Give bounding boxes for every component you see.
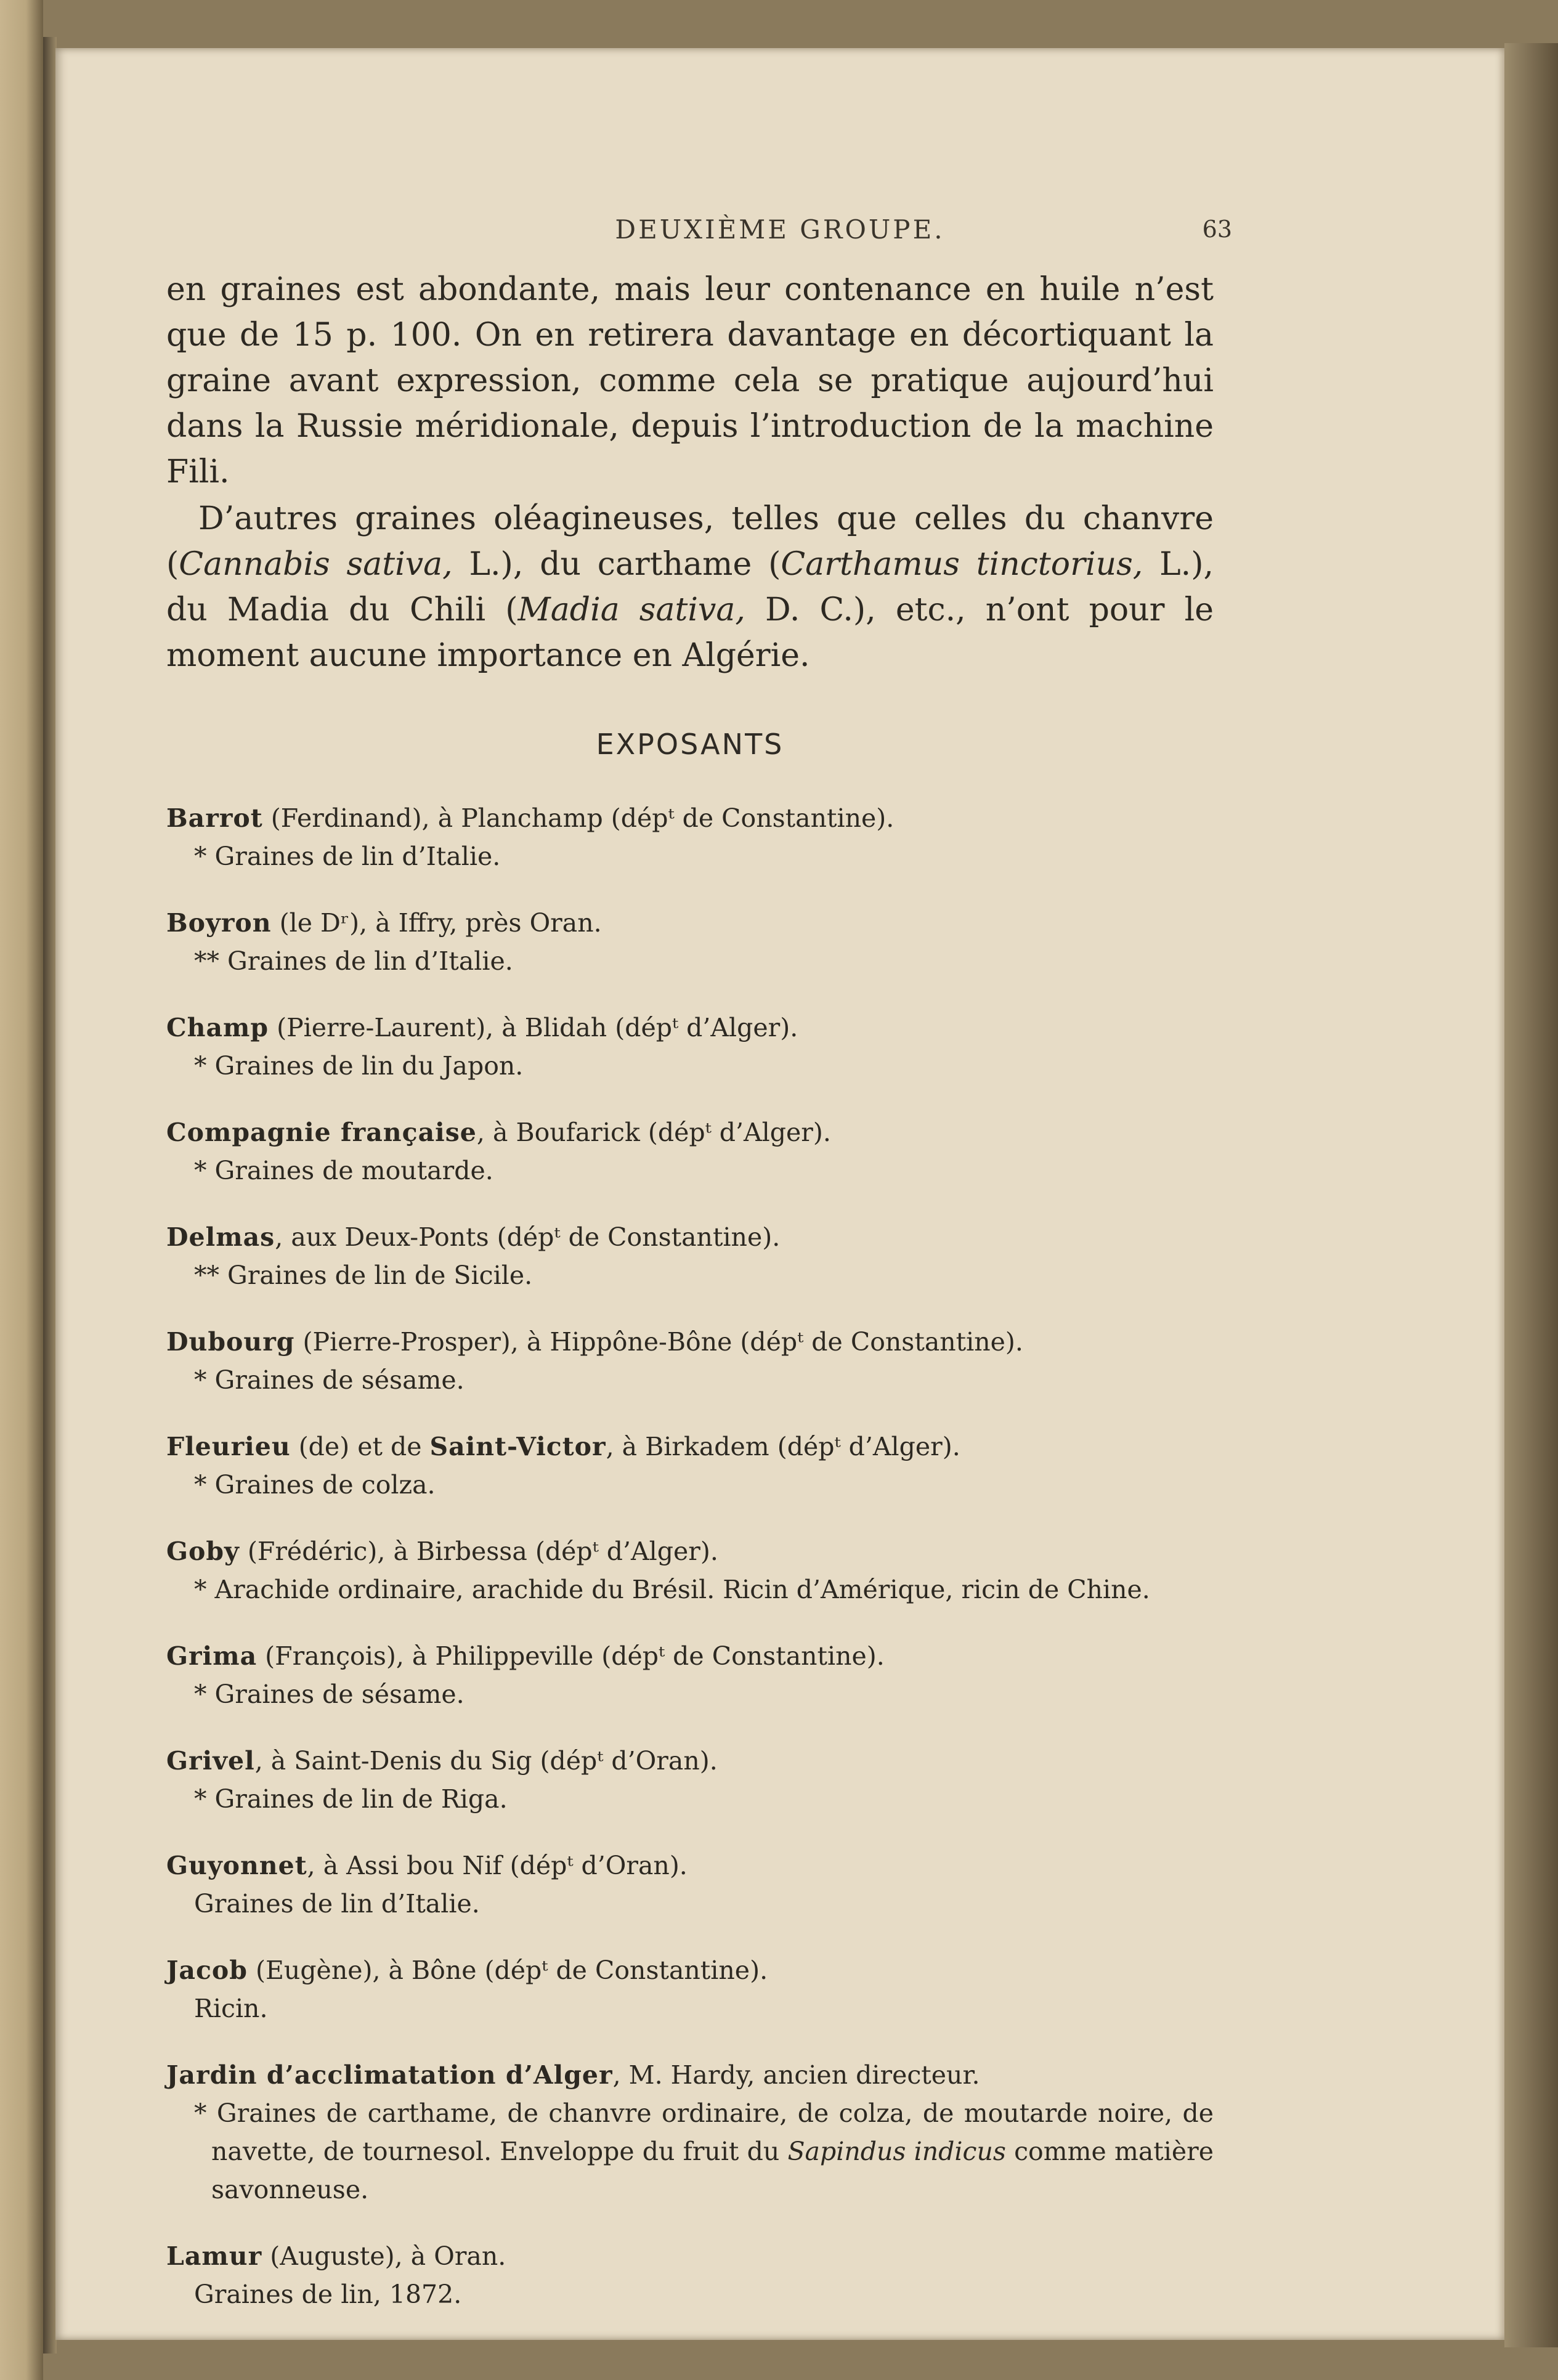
exhibitor-name: Jardin d’acclimatation d’Alger xyxy=(166,2060,613,2090)
exhibit-item: * Graines de lin de Riga. xyxy=(194,1784,508,1814)
exhibit-item: Ricin. xyxy=(194,1994,268,2023)
exhibit-item: ** Graines de lin de Sicile. xyxy=(194,1261,533,1290)
exhibitor-details: , aux Deux-Ponts (dépᵗ de Constantine). xyxy=(275,1222,781,1252)
paragraph-2-text-c: L.), du Madia du Chili ( xyxy=(166,546,1214,628)
exhibitor-details: , à Saint-Denis du Sig (dépᵗ d’Oran). xyxy=(254,1746,718,1776)
exhibit-item: * Graines de lin d’Italie. xyxy=(194,842,501,871)
page-body xyxy=(166,267,1214,2342)
exhibitor-name: Grima xyxy=(166,1641,258,1671)
exhibitor-entry xyxy=(166,1009,1214,1085)
paragraph-1 xyxy=(166,267,1214,495)
exhibit-item: * Graines de moutarde. xyxy=(194,1156,493,1185)
running-title: DEUXIÈME GROUPE. xyxy=(615,214,945,245)
exhibitor-entry xyxy=(166,1323,1214,1399)
exhibitor-details: (Pierre-Laurent), à Blidah (dépᵗ d’Alger). xyxy=(269,1013,798,1042)
exhibitor-name: Lamur xyxy=(166,2241,262,2271)
species-cannabis: Cannabis sativa, xyxy=(179,546,453,583)
exhibitor-entry xyxy=(166,1532,1214,1609)
section-title: EXPOSANTS xyxy=(596,728,784,761)
exhibit-item: Graines de lin d’Italie. xyxy=(194,1889,480,1919)
species-madia: Madia sativa, xyxy=(517,591,745,628)
exhibit-item-text-b: comme matière savonneuse. xyxy=(211,2137,1214,2204)
exhibitor-entry xyxy=(166,1846,1214,1923)
book-spine-shadow xyxy=(43,37,57,2354)
exhibitor-name: Boyron xyxy=(166,908,272,938)
species-carthamus: Carthamus tinctorius, xyxy=(781,546,1143,583)
exhibitor-name: Champ xyxy=(166,1013,269,1042)
paragraph-2-text-a: D’autres graines oléagineuses, telles que celles du chanvre ( xyxy=(166,500,1214,583)
exhibitor-name-second: Saint-Victor xyxy=(429,1432,606,1461)
exhibitor-details: (Ferdinand), à Planchamp (dépᵗ de Constantine). xyxy=(262,803,895,833)
exhibitor-entry xyxy=(166,1951,1214,2028)
exhibitor-entry xyxy=(166,2237,1214,2313)
exhibitor-name: Delmas xyxy=(166,1222,275,1252)
exhibit-item: * Graines de lin du Japon. xyxy=(194,1051,524,1081)
page-header xyxy=(55,214,1504,258)
paragraph-1-text: en graines est abondante, mais leur contenance en huile n’est que de 15 p. 100. On en retirera davantage en décortiquant la graine avant expression, comme cela se pratique aujourd’hui dans la Russie méridionale, depuis l’introduction de la machine Fili. xyxy=(166,271,1214,490)
exhibitor-entry xyxy=(166,1428,1214,1504)
exhibit-item: * Graines de sésame. xyxy=(194,1365,465,1395)
exhibitor-details: (Auguste), à Oran. xyxy=(262,2241,506,2271)
exhibitor-details: (Eugène), à Bône (dépᵗ de Constantine). xyxy=(247,1956,768,1985)
paragraph-2 xyxy=(166,496,1214,678)
exhibitor-entry xyxy=(166,799,1214,875)
exhibitor-entry xyxy=(166,2056,1214,2209)
exhibitor-entry xyxy=(166,904,1214,980)
page-right-edge xyxy=(1504,43,1558,2347)
exhibitor-details: (François), à Philippeville (dépᵗ de Constantine). xyxy=(257,1641,885,1671)
exhibitor-details: (Frédéric), à Birbessa (dépᵗ d’Alger). xyxy=(239,1537,718,1566)
exhibitor-details: (Pierre-Prosper), à Hippône-Bône (dépᵗ de Constantine). xyxy=(294,1327,1023,1357)
exhibitor-entry xyxy=(166,1218,1214,1294)
exhibitor-details-second: , à Birkadem (dépᵗ d’Alger). xyxy=(606,1432,960,1461)
book-page xyxy=(55,48,1504,2340)
exhibit-item: * Graines de sésame. xyxy=(194,1679,465,1709)
exhibitor-name: Compagnie française xyxy=(166,1118,477,1147)
exhibit-item xyxy=(194,2094,1214,2209)
exhibitor-name: Goby xyxy=(166,1537,240,1566)
page-number: 63 xyxy=(1202,216,1232,243)
exhibit-item: * Arachide ordinaire, arachide du Brésil. Ricin d’Amérique, ricin de Chine. xyxy=(194,1575,1150,1604)
exhibitor-details: , à Boufarick (dépᵗ d’Alger). xyxy=(476,1118,831,1147)
exhibitor-entry xyxy=(166,1113,1214,1190)
adjacent-page-edge xyxy=(0,0,43,2380)
exhibitor-name: Fleurieu xyxy=(166,1432,291,1461)
exhibit-item-text-a: * Graines de carthame, de chanvre ordinaire, de colza, de moutarde noire, de navette, de tournesol. Enveloppe du fruit du xyxy=(194,2098,1214,2166)
exhibitor-details: , à Assi bou Nif (dépᵗ d’Oran). xyxy=(307,1851,688,1880)
exhibitor-name: Dubourg xyxy=(166,1327,295,1357)
exhibitor-entry xyxy=(166,1742,1214,1818)
exhibit-item: * Graines de colza. xyxy=(194,1470,436,1500)
exhibit-item: ** Graines de lin d’Italie. xyxy=(194,946,513,976)
exhibitor-details: , M. Hardy, ancien directeur. xyxy=(612,2060,980,2090)
exhibitor-details: (le Dʳ), à Iffry, près Oran. xyxy=(271,908,602,938)
exhibitor-name: Jacob xyxy=(166,1956,248,1985)
exhibitor-name: Guyonnet xyxy=(166,1851,307,1880)
exhibitor-entry xyxy=(166,1637,1214,1713)
exhibitor-details: (de) et de xyxy=(290,1432,430,1461)
exhibitor-list xyxy=(166,799,1214,2313)
exhibitor-name: Grivel xyxy=(166,1746,255,1776)
exhibitor-name: Barrot xyxy=(166,803,263,833)
exhibit-item: Graines de lin, 1872. xyxy=(194,2280,462,2309)
species-sapindus: Sapindus indicus xyxy=(787,2137,1006,2166)
paragraph-2-text-d: D. C.), etc., n’ont pour le moment aucune importance en Algérie. xyxy=(166,591,1214,674)
paragraph-2-text-b: L.), du carthame ( xyxy=(452,546,781,583)
